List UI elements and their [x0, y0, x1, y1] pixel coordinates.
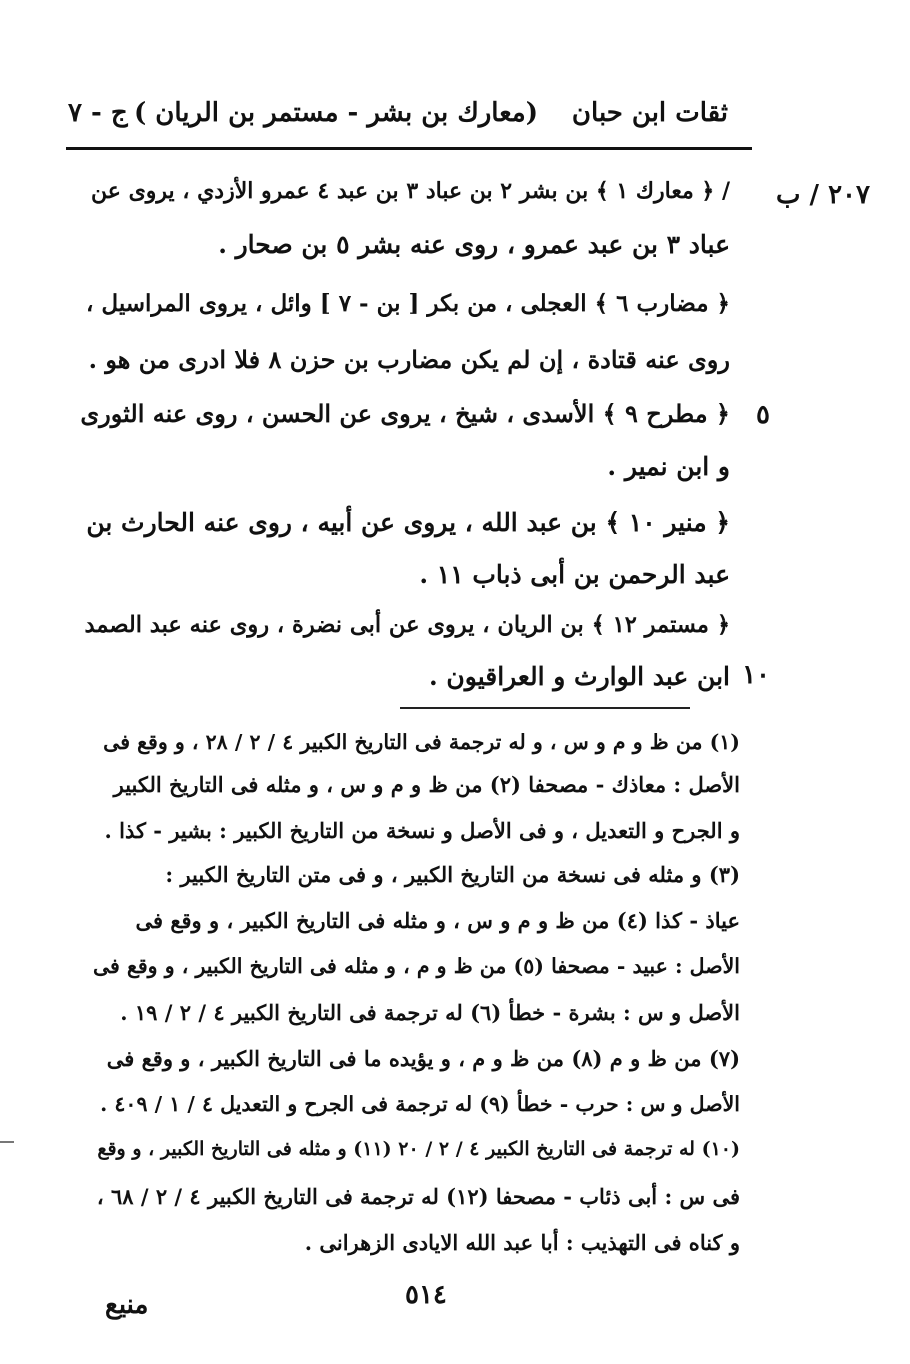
- scan-edge-mark: [0, 1141, 14, 1143]
- header-rule: [66, 147, 752, 150]
- book-title: ثقات ابن حبان: [571, 98, 728, 128]
- folio-marker: ٢٠٧ / ب: [776, 180, 870, 210]
- footnote-line: فى س : أبى ذئاب - مصحفا (١٢) له ترجمة فى التاريخ الكبير ٤ / ٢ / ٦٨ ،: [96, 1184, 740, 1209]
- body-line: عبد الرحمن بن أبى ذباب ١١ .: [419, 560, 730, 589]
- line-number-5: ٥: [756, 400, 770, 430]
- footnote-line: (٣) و مثله فى نسخة من التاريخ الكبير ، و فى متن التاريخ الكبير :: [165, 862, 740, 887]
- footnote-line: و كناه فى التهذيب : أبا عبد الله الايادى الزهرانى .: [304, 1230, 740, 1255]
- footnote-rule: [400, 707, 690, 709]
- body-line: عباد ٣ بن عبد عمرو ، روى عنه بشر ٥ بن صحار .: [218, 230, 730, 259]
- footnote-line: (٧) من ظ و م (٨) من ظ و م ، و يؤيده ما فى التاريخ الكبير ، و وقع فى: [106, 1046, 740, 1071]
- body-line: ﴿ مطرح ٩ ﴾ الأسدى ، شيخ ، يروى عن الحسن ، روى عنه الثورى: [80, 399, 730, 428]
- signature-mark: منيع: [105, 1290, 149, 1320]
- body-line: روى عنه قتادة ، إن لم يكن مضارب بن حزن ٨ فلا ادرى من هو .: [88, 345, 730, 374]
- footnote-line: الأصل : معاذك - مصحفا (٢) من ظ و م و س ، و مثله فى التاريخ الكبير: [113, 772, 740, 797]
- body-line: ﴿ مضارب ٦ ﴾ العجلى ، من بكر [ بن - ٧ ] وائل ، يروى المراسيل ،: [85, 290, 730, 317]
- body-line: و ابن نمير .: [607, 452, 730, 481]
- entry-range: (معارك بن بشر - مستمر بن الريان ): [133, 98, 538, 128]
- body-line: ابن عبد الوارث و العراقيون .: [429, 662, 730, 691]
- page-number: ٥١٤: [405, 1280, 447, 1310]
- body-line: ﴿ منير ١٠ ﴾ بن عبد الله ، يروى عن أبيه ، روى عنه الحارث بن: [86, 508, 730, 537]
- volume-label: ج - ٧: [68, 98, 128, 128]
- footnote-line: و الجرح و التعديل ، و فى الأصل و نسخة من التاريخ الكبير : بشير - كذا .: [104, 818, 740, 843]
- body-line: ﴿ مستمر ١٢ ﴾ بن الريان ، يروى عن أبى نضرة ، روى عنه عبد الصمد: [84, 612, 730, 638]
- footnote-line: الأصل : عبيد - مصحفا (٥) من ظ و م ، و مثله فى التاريخ الكبير ، و وقع فى: [92, 954, 740, 978]
- footnote-line: عياذ - كذا (٤) من ظ و م و س ، و مثله فى التاريخ الكبير ، و وقع فى: [135, 908, 740, 933]
- line-number-10: ١٠: [742, 660, 770, 690]
- footnote-line: الأصل و س : بشرة - خطأ (٦) له ترجمة فى التاريخ الكبير ٤ / ٢ / ١٩ .: [120, 1000, 740, 1025]
- running-header: [68, 98, 728, 138]
- body-line: / ﴿ معارك ١ ﴾ بن بشر ٢ بن عباد ٣ بن عبد ٤ عمرو الأزدي ، يروى عن: [91, 178, 730, 204]
- footnote-line: (١٠) له ترجمة فى التاريخ الكبير ٤ / ٢ / ٢٠ (١١) و مثله فى التاريخ الكبير ، و وقع: [97, 1138, 740, 1160]
- footnote-line: (١) من ظ و م و س ، و له ترجمة فى التاريخ الكبير ٤ / ٢ / ٢٨ ، و وقع فى: [103, 730, 740, 754]
- footnote-line: الأصل و س : حرب - خطأ (٩) له ترجمة فى الجرح و التعديل ٤ / ١ / ٤٠٩ .: [100, 1092, 740, 1116]
